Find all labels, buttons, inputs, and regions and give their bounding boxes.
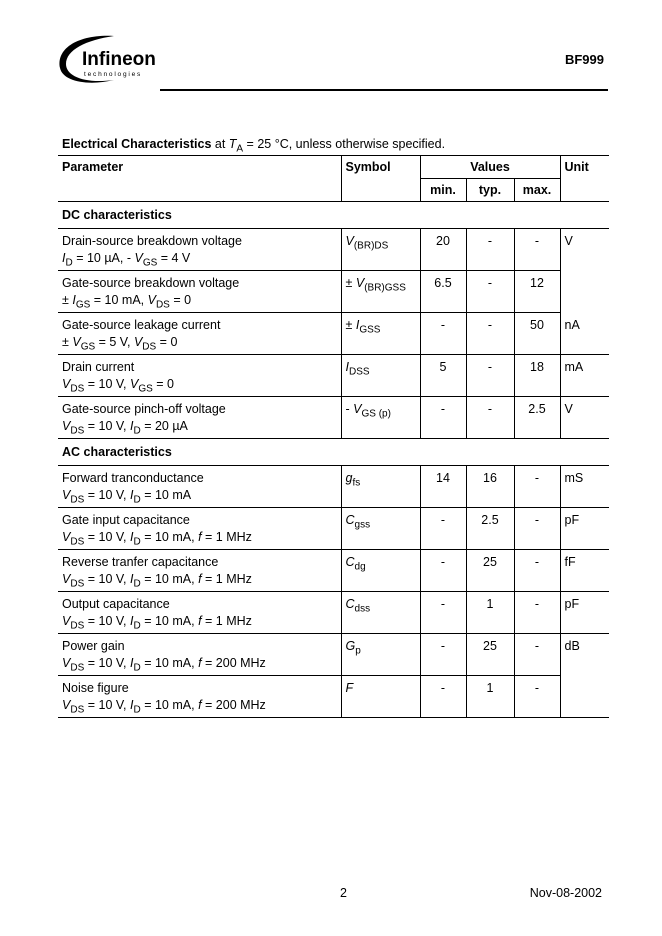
symbol: $V_{(BR)DS}$: [341, 229, 420, 271]
symbol: $C_{dss}$: [341, 592, 420, 634]
test-condition: ± $V_{GS} = 5$ V, $V_{DS} = 0$: [58, 335, 341, 355]
test-condition: $V_{DS} = 10$ V, $I_D = 20$ µA: [58, 419, 341, 439]
value-min: -: [420, 508, 466, 550]
test-condition: $V_{DS} = 10$ V, $I_D = 10$ mA, f = 200 MHz: [58, 656, 341, 676]
table-row: [58, 313, 609, 336]
value-min: -: [420, 676, 466, 718]
parameter-name: Gate input capacitance: [62, 513, 190, 527]
unit: fF: [560, 550, 609, 592]
header-min: min.: [420, 179, 466, 202]
value-max: -: [514, 634, 560, 676]
ac-characteristics-heading: AC characteristics: [62, 445, 172, 459]
value-max: -: [514, 466, 560, 508]
value-typ: -: [466, 229, 514, 271]
header-symbol: Symbol: [341, 156, 420, 202]
value-max: -: [514, 508, 560, 550]
document-id: BF999: [564, 52, 604, 67]
value-max: -: [514, 229, 560, 271]
parameter-name: Reverse tranfer capacitance: [62, 555, 219, 569]
value-max: 2.5: [514, 397, 560, 439]
value-typ: 1: [466, 592, 514, 634]
unit: [560, 676, 609, 718]
value-typ: 25: [466, 634, 514, 676]
document-date: Nov-08-2002: [529, 886, 602, 900]
test-condition: $V_{DS} = 10$ V, $I_D = 10$ mA, f = 200 MHz: [58, 698, 341, 718]
symbol: $C_{gss}$: [341, 508, 420, 550]
symbol: F: [341, 676, 420, 718]
parameter-name: Power gain: [62, 639, 125, 653]
svg-text:Infineon: Infineon: [82, 49, 156, 70]
parameter-name: Drain current: [62, 360, 135, 374]
value-max: -: [514, 676, 560, 718]
symbol: $C_{dg}$: [341, 550, 420, 592]
unit: pF: [560, 592, 609, 634]
symbol: $g_{fs}$: [341, 466, 420, 508]
test-condition: $V_{DS} = 10$ V, $I_D = 10$ mA, f = 1 MHz: [58, 572, 341, 592]
value-typ: -: [466, 397, 514, 439]
value-min: -: [420, 550, 466, 592]
test-condition: $V_{DS} = 10$ V, $I_D = 10$ mA, f = 1 MHz: [58, 614, 341, 634]
table-row: [58, 466, 609, 489]
table-row: [58, 592, 609, 615]
parameter-name: Gate-source leakage current: [62, 318, 221, 332]
parameter-name: Drain-source breakdown voltage: [62, 234, 242, 248]
ac-characteristics-heading-row: [58, 439, 609, 463]
value-typ: -: [466, 271, 514, 313]
table-row: [58, 355, 609, 378]
test-condition: $V_{DS} = 10$ V, $I_D = 10$ mA, f = 1 MHz: [58, 530, 341, 550]
value-max: 18: [514, 355, 560, 397]
value-max: 12: [514, 271, 560, 313]
test-condition: $I_D = 10$ µA, - $V_{GS} = 4$ V: [58, 251, 341, 271]
unit: V: [560, 397, 609, 439]
symbol: ± $I_{GSS}$: [341, 313, 420, 355]
value-typ: 25: [466, 550, 514, 592]
unit: mA: [560, 355, 609, 397]
test-condition: ± $I_{GS} = 10$ mA, $V_{DS} = 0$: [58, 293, 341, 313]
value-max: -: [514, 592, 560, 634]
table-row: [58, 271, 609, 294]
table-row: [58, 634, 609, 657]
value-min: -: [420, 313, 466, 355]
table-row: [58, 676, 609, 699]
table-row: [58, 229, 609, 252]
test-condition: $V_{DS} = 10$ V, $V_{GS} = 0$: [58, 377, 341, 397]
value-max: -: [514, 550, 560, 592]
value-typ: -: [466, 355, 514, 397]
parameter-name: Gate-source pinch-off voltage: [62, 402, 226, 416]
table-row: [58, 550, 609, 573]
header-rule: [160, 89, 608, 91]
value-min: -: [420, 634, 466, 676]
value-typ: 2.5: [466, 508, 514, 550]
symbol: $G_p$: [341, 634, 420, 676]
value-min: 6.5: [420, 271, 466, 313]
table-caption: Electrical Characteristics at $T_A = 25$ °C, unless otherwise specified.: [62, 137, 446, 155]
unit: dB: [560, 634, 609, 676]
value-min: 5: [420, 355, 466, 397]
symbol: $I_{DSS}$: [341, 355, 420, 397]
electrical-characteristics-table: [58, 155, 609, 718]
value-min: 14: [420, 466, 466, 508]
value-typ: 1: [466, 676, 514, 718]
parameter-name: Gate-source breakdown voltage: [62, 276, 240, 290]
parameter-name: Output capacitance: [62, 597, 170, 611]
symbol: - $V_{GS (p)}$: [341, 397, 420, 439]
value-min: 20: [420, 229, 466, 271]
unit: mS: [560, 466, 609, 508]
dc-characteristics-heading: DC characteristics: [62, 208, 172, 222]
unit: [560, 271, 609, 313]
header-values: Values: [420, 156, 560, 179]
unit: V: [560, 229, 609, 271]
parameter-name: Forward tranconductance: [62, 471, 204, 485]
svg-text:technologies: technologies: [84, 71, 143, 78]
unit: pF: [560, 508, 609, 550]
test-condition: $V_{DS} = 10$ V, $I_D = 10$ mA: [58, 488, 341, 508]
value-min: -: [420, 397, 466, 439]
value-min: -: [420, 592, 466, 634]
infineon-logo: [54, 30, 164, 90]
value-max: 50: [514, 313, 560, 355]
header-typ: typ.: [466, 179, 514, 202]
header-max: max.: [514, 179, 560, 202]
symbol: ± $V_{(BR)GSS}$: [341, 271, 420, 313]
value-typ: 16: [466, 466, 514, 508]
header-parameter: Parameter: [58, 156, 341, 202]
table-row: [58, 397, 609, 420]
unit: nA: [560, 313, 609, 355]
parameter-name: Noise figure: [62, 681, 129, 695]
table-row: [58, 508, 609, 531]
page-number: 2: [340, 886, 347, 900]
dc-characteristics-heading-row: [58, 202, 609, 226]
value-typ: -: [466, 313, 514, 355]
header-unit: Unit: [560, 156, 609, 202]
